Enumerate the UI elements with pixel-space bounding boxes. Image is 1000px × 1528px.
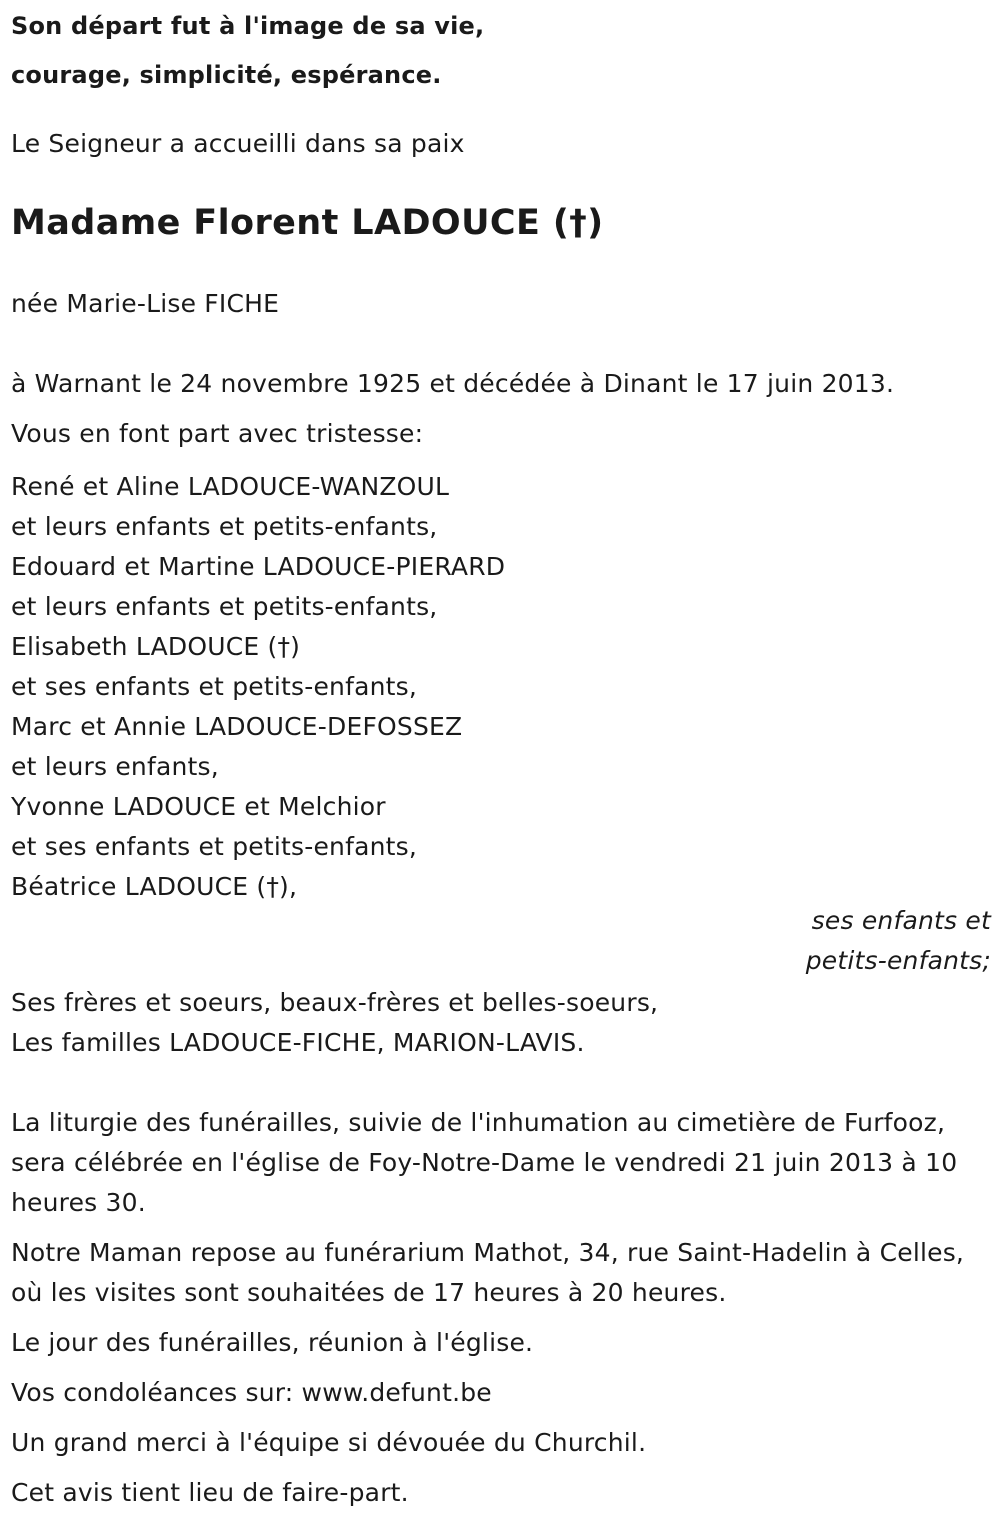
family-line: et leurs enfants et petits-enfants,: [11, 592, 438, 621]
deceased-name: Madame Florent LADOUCE (†): [11, 203, 604, 243]
notice-paragraph: Cet avis tient lieu de faire-part.: [11, 1478, 409, 1507]
family-line: Elisabeth LADOUCE (†): [11, 632, 301, 661]
intro-text: Le Seigneur a accueilli dans sa paix: [11, 129, 465, 158]
meeting-paragraph: Le jour des funérailles, réunion à l'église.: [11, 1328, 534, 1357]
family-line: et leurs enfants et petits-enfants,: [11, 512, 438, 541]
funerarium-paragraph: Notre Maman repose au funérarium Mathot, 34, rue Saint-Hadelin à Celles, où les visites sont souhaitées de 17 heures à 20 heures.: [11, 1238, 965, 1307]
funeral-liturgy-paragraph: La liturgie des funérailles, suivie de l'inhumation au cimetière de Furfooz, sera célébrée en l'église de Foy-Notre-Dame le vendredi 21 juin 2013 à 10 heures 30.: [11, 1108, 958, 1217]
closing-line: petits-enfants;: [805, 946, 991, 975]
relatives-line: Ses frères et soeurs, beaux-frères et belles-soeurs,: [11, 988, 659, 1017]
closing-signature: [11, 901, 991, 981]
relatives-line: Les familles LADOUCE-FICHE, MARION-LAVIS.: [11, 1028, 585, 1057]
obituary-notice: [11, 0, 991, 1513]
thanks-paragraph: Un grand merci à l'équipe si dévouée du Churchil.: [11, 1428, 647, 1457]
family-line: Yvonne LADOUCE et Melchior: [11, 792, 386, 821]
condolences-paragraph: Vos condoléances sur: www.defunt.be: [11, 1378, 492, 1407]
family-line: Béatrice LADOUCE (†),: [11, 872, 298, 901]
announcement-lead: Vous en font part avec tristesse:: [11, 419, 424, 448]
epigraph: [11, 2, 991, 100]
family-list: [11, 467, 991, 907]
epigraph-line-2: courage, simplicité, espérance.: [11, 61, 442, 89]
family-line: Edouard et Martine LADOUCE-PIERARD: [11, 552, 506, 581]
family-line: Marc et Annie LADOUCE-DEFOSSEZ: [11, 712, 463, 741]
family-line: et leurs enfants,: [11, 752, 219, 781]
family-line: et ses enfants et petits-enfants,: [11, 672, 418, 701]
closing-line: ses enfants et: [811, 906, 991, 935]
family-line: et ses enfants et petits-enfants,: [11, 832, 418, 861]
birth-death-dates: à Warnant le 24 novembre 1925 et décédée à Dinant le 17 juin 2013.: [11, 369, 895, 398]
relatives-list: [11, 983, 991, 1063]
family-line: René et Aline LADOUCE-WANZOUL: [11, 472, 450, 501]
maiden-name: née Marie-Lise FICHE: [11, 289, 280, 318]
epigraph-line-1: Son départ fut à l'image de sa vie,: [11, 12, 485, 40]
